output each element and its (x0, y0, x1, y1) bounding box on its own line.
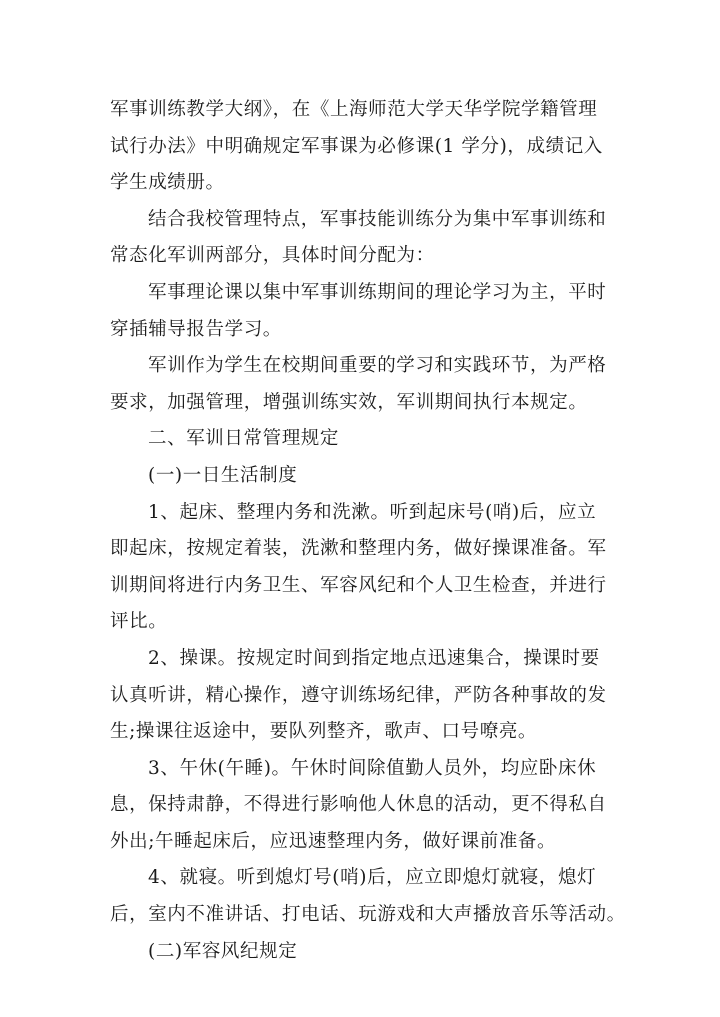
paragraph-intro-regulations (110, 92, 610, 202)
text-line: 息，保持肃静，不得进行影响他人休息的活动，更不得私自 (110, 794, 607, 816)
text-line: 常态化军训两部分，具体时间分配为： (110, 245, 435, 267)
text-line: 后，室内不准讲话、打电话、玩游戏和大声播放音乐等活动。 (110, 904, 626, 926)
heading-line: (一)一日生活制度 (148, 464, 298, 486)
paragraph-theory-course (110, 275, 610, 348)
text-line: 2、操课。按规定时间到指定地点迅速集合，操课时要 (148, 647, 600, 669)
paragraph-wake-up (110, 495, 610, 641)
heading-line: (二)军容风纪规定 (148, 940, 298, 962)
paragraph-bedtime (110, 860, 626, 933)
text-line: 评比。 (110, 611, 168, 633)
text-line: 试行办法》中明确规定军事课为必修课(1 学分)，成绩记入 (110, 135, 603, 157)
paragraph-training-division (110, 202, 610, 275)
subsection-heading-military-appearance (110, 934, 610, 971)
text-line: 3、午休(午睡)。午休时间除值勤人员外，均应卧床休 (148, 757, 597, 779)
text-line: 外出;午睡起床后，应迅速整理内务，做好课前准备。 (110, 830, 557, 852)
text-line: 军训作为学生在校期间重要的学习和实践环节，为严格 (148, 355, 607, 377)
text-line: 即起床，按规定着装，洗漱和整理内务，做好操课准备。军 (110, 538, 607, 560)
text-line: 穿插辅导报告学习。 (110, 318, 282, 340)
text-line: 军事训练教学大纲》，在《上海师范大学天华学院学籍管理 (110, 99, 598, 120)
paragraph-noon-rest (110, 751, 610, 861)
subsection-heading-daily-routine (110, 458, 610, 495)
paragraph-drill (110, 641, 610, 751)
heading-line: 二、军训日常管理规定 (148, 428, 340, 450)
document-body (110, 92, 626, 970)
text-line: 结合我校管理特点，军事技能训练分为集中军事训练和 (148, 208, 607, 230)
text-line: 军事理论课以集中军事训练期间的理论学习为主，平时 (148, 281, 607, 303)
text-line: 学生成绩册。 (110, 172, 225, 194)
text-line: 训期间将进行内务卫生、军容风纪和个人卫生检查，并进行 (110, 574, 607, 596)
text-line: 认真听讲，精心操作，遵守训练场纪律，严防各种事故的发 (110, 684, 607, 706)
text-line: 4、就寝。听到熄灯号(哨)后，应立即熄灯就寝，熄灯 (148, 867, 597, 889)
text-line: 要求，加强管理，增强训练实效，军训期间执行本规定。 (110, 391, 588, 413)
paragraph-training-importance (110, 348, 610, 421)
text-line: 1、起床、整理内务和洗漱。听到起床号(哨)后，应立 (148, 501, 597, 523)
section-heading-daily-management (110, 421, 610, 458)
text-line: 生;操课往返途中，要队列整齐，歌声、口号嘹亮。 (110, 721, 538, 743)
